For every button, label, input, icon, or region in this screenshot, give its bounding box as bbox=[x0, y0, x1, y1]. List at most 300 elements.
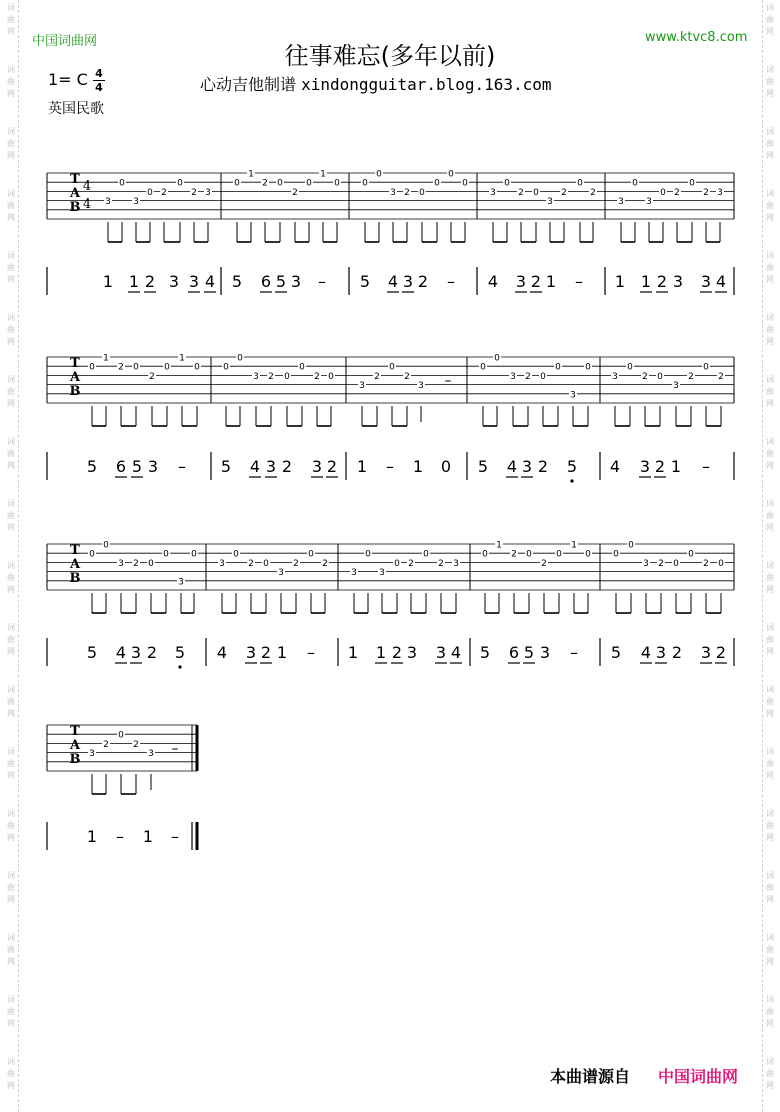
jianpu-note: 1 bbox=[102, 272, 114, 291]
fret-number: 2 bbox=[541, 558, 547, 569]
watermark-char: 词 bbox=[766, 375, 774, 384]
fret-number: 3 bbox=[178, 577, 184, 588]
jianpu-note: 5 bbox=[477, 457, 489, 476]
fret-number: 0 bbox=[526, 549, 532, 560]
watermark-char: 词 bbox=[766, 623, 774, 632]
fret-number: 0 bbox=[89, 362, 95, 373]
watermark-char: 网 bbox=[7, 895, 15, 904]
watermark-char: 曲 bbox=[766, 511, 774, 520]
jianpu-note: 3 bbox=[700, 643, 712, 662]
jianpu-note: 1 bbox=[412, 457, 424, 476]
watermark-char: 曲 bbox=[7, 821, 15, 830]
watermark-char: 词 bbox=[7, 933, 15, 942]
watermark-char: 词 bbox=[766, 1057, 774, 1066]
fret-number: 3 bbox=[105, 197, 111, 208]
tab-clef-letter: T bbox=[70, 543, 80, 558]
jianpu-note: 4 bbox=[506, 457, 518, 476]
watermark-char: 网 bbox=[7, 709, 15, 718]
watermark-char: 曲 bbox=[766, 387, 774, 396]
watermark-char: 网 bbox=[766, 1019, 774, 1028]
fret-number: 3 bbox=[118, 558, 124, 569]
jianpu-note: 5 bbox=[523, 643, 535, 662]
tab-clef-letter: B bbox=[69, 752, 81, 767]
footer-brand-link[interactable]: 中国词曲网 bbox=[658, 1067, 739, 1086]
fret-number: 0 bbox=[328, 371, 334, 382]
jianpu-note: – bbox=[570, 643, 578, 662]
fret-number: 0 bbox=[263, 558, 269, 569]
jianpu-note: – bbox=[447, 272, 455, 291]
fret-number: 0 bbox=[660, 187, 666, 198]
fret-number: 0 bbox=[118, 730, 124, 741]
watermark-char: 曲 bbox=[7, 759, 15, 768]
jianpu-note: 5 bbox=[86, 643, 98, 662]
fret-number: 2 bbox=[103, 739, 109, 750]
jianpu-note: 5 bbox=[359, 272, 371, 291]
credit-url: xindongguitar.blog.163.com bbox=[301, 75, 552, 94]
rest-symbol: – bbox=[171, 741, 179, 757]
watermark-char: 曲 bbox=[7, 697, 15, 706]
watermark-char: 曲 bbox=[7, 1069, 15, 1078]
tab-clef-letter: B bbox=[69, 571, 81, 586]
fret-number: 3 bbox=[148, 749, 154, 760]
tab-clef-letter: A bbox=[69, 738, 81, 753]
tab-clef-letter: A bbox=[69, 370, 81, 385]
jianpu-note: 3 bbox=[265, 457, 277, 476]
fret-number: 0 bbox=[394, 558, 400, 569]
fret-number: 0 bbox=[689, 178, 695, 189]
fret-number: 0 bbox=[164, 362, 170, 373]
jianpu-note: 4 bbox=[640, 643, 652, 662]
time-signature-top: 4 bbox=[95, 67, 103, 80]
key-signature: 1= C bbox=[48, 70, 88, 89]
watermark-char: 网 bbox=[7, 461, 15, 470]
watermark-char: 网 bbox=[766, 461, 774, 470]
fret-number: 0 bbox=[299, 362, 305, 373]
time-signature-bottom: 4 bbox=[95, 81, 103, 94]
fret-number: 3 bbox=[219, 558, 225, 569]
jianpu-note: 6 bbox=[260, 272, 272, 291]
fret-number: 0 bbox=[718, 558, 724, 569]
jianpu-note: 2 bbox=[144, 272, 156, 291]
watermark-char: 曲 bbox=[7, 77, 15, 86]
watermark-char: 网 bbox=[7, 1019, 15, 1028]
credit-prefix: 心动吉他制谱 bbox=[200, 75, 297, 94]
watermark-char: 网 bbox=[766, 709, 774, 718]
jianpu-note: 5 bbox=[479, 643, 491, 662]
fret-number: 2 bbox=[149, 371, 155, 382]
jianpu-note: 5 bbox=[610, 643, 622, 662]
jianpu-note: 3 bbox=[402, 272, 414, 291]
jianpu-note: – bbox=[386, 457, 394, 476]
jianpu-note: 1 bbox=[86, 827, 98, 846]
fret-number: 2 bbox=[703, 187, 709, 198]
fret-number: 2 bbox=[248, 558, 254, 569]
jianpu-note: 1 bbox=[614, 272, 626, 291]
watermark-char: 网 bbox=[766, 647, 774, 656]
fret-number: 0 bbox=[494, 353, 500, 364]
watermark-char: 曲 bbox=[7, 1007, 15, 1016]
tab-clef-letter: T bbox=[70, 172, 80, 187]
watermark-char: 词 bbox=[7, 747, 15, 756]
fret-number: 3 bbox=[418, 381, 424, 392]
fret-number: 0 bbox=[585, 362, 591, 373]
jianpu-note: 5 bbox=[174, 643, 186, 662]
jianpu-note: 1 bbox=[347, 643, 359, 662]
tab-clef-letter: T bbox=[70, 724, 80, 739]
jianpu-note: – bbox=[178, 457, 186, 476]
fret-number: 2 bbox=[511, 549, 517, 560]
watermark-char: 词 bbox=[7, 65, 15, 74]
fret-number: 0 bbox=[284, 371, 290, 382]
watermark-char: 网 bbox=[7, 275, 15, 284]
site-name-left: 中国词曲网 bbox=[32, 34, 98, 49]
watermark-char: 网 bbox=[766, 771, 774, 780]
fret-number: 2 bbox=[518, 187, 524, 198]
watermark-char: 曲 bbox=[766, 945, 774, 954]
watermark-char: 词 bbox=[766, 685, 774, 694]
jianpu-note: 4 bbox=[609, 457, 621, 476]
fret-number: 0 bbox=[376, 169, 382, 180]
fret-number: 2 bbox=[703, 558, 709, 569]
jianpu-note: 3 bbox=[290, 272, 302, 291]
fret-number: 3 bbox=[618, 197, 624, 208]
watermark-char: 词 bbox=[7, 809, 15, 818]
watermark-char: 网 bbox=[766, 833, 774, 842]
jianpu-note: 2 bbox=[326, 457, 338, 476]
watermark-char: 词 bbox=[766, 809, 774, 818]
watermark-char: 词 bbox=[766, 3, 774, 12]
watermark-char: 词 bbox=[766, 313, 774, 322]
fret-number: 0 bbox=[577, 178, 583, 189]
jianpu-note: – bbox=[116, 827, 124, 846]
fret-number: 2 bbox=[292, 187, 298, 198]
fret-number: 0 bbox=[133, 362, 139, 373]
fret-number: 0 bbox=[703, 362, 709, 373]
watermark-char: 网 bbox=[766, 399, 774, 408]
fret-number: 0 bbox=[389, 362, 395, 373]
jianpu-note: – bbox=[575, 272, 583, 291]
jianpu-note: 3 bbox=[311, 457, 323, 476]
jianpu-note: 4 bbox=[387, 272, 399, 291]
fret-number: 3 bbox=[643, 558, 649, 569]
fret-number: 0 bbox=[147, 187, 153, 198]
fret-number: 0 bbox=[89, 549, 95, 560]
jianpu-note: 4 bbox=[249, 457, 261, 476]
watermark-char: 词 bbox=[7, 189, 15, 198]
jianpu-note: 4 bbox=[204, 272, 216, 291]
jianpu-low-octave-dot bbox=[178, 665, 181, 668]
jianpu-note: 2 bbox=[530, 272, 542, 291]
jianpu-note: 2 bbox=[715, 643, 727, 662]
watermark-char: 网 bbox=[7, 337, 15, 346]
jianpu-note: 3 bbox=[515, 272, 527, 291]
fret-number: 3 bbox=[359, 381, 365, 392]
watermark-char: 曲 bbox=[766, 263, 774, 272]
jianpu-low-octave-dot bbox=[570, 479, 573, 482]
watermark-char: 曲 bbox=[766, 325, 774, 334]
fret-number: 0 bbox=[233, 549, 239, 560]
fret-number: 0 bbox=[419, 187, 425, 198]
fret-number: 2 bbox=[133, 558, 139, 569]
fret-number: 0 bbox=[533, 187, 539, 198]
jianpu-note: 2 bbox=[417, 272, 429, 291]
jianpu-note: 2 bbox=[260, 643, 272, 662]
jianpu-note: 3 bbox=[521, 457, 533, 476]
watermark-char: 曲 bbox=[7, 387, 15, 396]
fret-number: 3 bbox=[379, 568, 385, 579]
fret-number: 0 bbox=[673, 558, 679, 569]
fret-number: 2 bbox=[525, 371, 531, 382]
fret-number: 2 bbox=[133, 739, 139, 750]
fret-number: 3 bbox=[205, 187, 211, 198]
site-url-right: www.ktvc8.com bbox=[645, 30, 748, 45]
fret-number: 0 bbox=[688, 549, 694, 560]
fret-number: 0 bbox=[448, 169, 454, 180]
watermark-char: 网 bbox=[7, 213, 15, 222]
fret-number: 2 bbox=[161, 187, 167, 198]
fret-number: 2 bbox=[590, 187, 596, 198]
jianpu-note: 5 bbox=[566, 457, 578, 476]
watermark-char: 词 bbox=[7, 313, 15, 322]
fret-number: 1 bbox=[571, 540, 577, 551]
watermark-char: 曲 bbox=[7, 325, 15, 334]
watermark-char: 网 bbox=[7, 27, 15, 36]
fret-number: 2 bbox=[688, 371, 694, 382]
fret-number: 1 bbox=[496, 540, 502, 551]
watermark-char: 曲 bbox=[7, 883, 15, 892]
jianpu-note: 5 bbox=[220, 457, 232, 476]
jianpu-note: 3 bbox=[435, 643, 447, 662]
fret-number: 0 bbox=[306, 178, 312, 189]
watermark-char: 词 bbox=[7, 127, 15, 136]
watermark-char: 词 bbox=[7, 623, 15, 632]
watermark-char: 网 bbox=[7, 771, 15, 780]
watermark-char: 网 bbox=[7, 89, 15, 98]
fret-number: 2 bbox=[404, 371, 410, 382]
fret-number: 1 bbox=[103, 353, 109, 364]
watermark-char: 网 bbox=[7, 399, 15, 408]
watermark-char: 曲 bbox=[7, 449, 15, 458]
jianpu-note: 5 bbox=[86, 457, 98, 476]
song-origin: 英国民歌 bbox=[48, 101, 104, 117]
fret-number: 2 bbox=[314, 371, 320, 382]
system-2 bbox=[47, 352, 734, 483]
system-3 bbox=[47, 539, 734, 669]
watermark-char: 词 bbox=[7, 1057, 15, 1066]
jianpu-note: 1 bbox=[142, 827, 154, 846]
watermark-char: 词 bbox=[766, 499, 774, 508]
watermark-char: 词 bbox=[7, 437, 15, 446]
fret-number: 3 bbox=[253, 371, 259, 382]
watermark-char: 网 bbox=[7, 833, 15, 842]
watermark-char: 词 bbox=[7, 871, 15, 880]
jianpu-note: – bbox=[307, 643, 315, 662]
fret-number: 3 bbox=[612, 371, 618, 382]
tab-time-signature-digit: 4 bbox=[82, 197, 92, 212]
watermark-char: 曲 bbox=[766, 139, 774, 148]
fret-number: 0 bbox=[237, 353, 243, 364]
fret-number: 0 bbox=[163, 549, 169, 560]
watermark-char: 曲 bbox=[766, 201, 774, 210]
fret-number: 0 bbox=[334, 178, 340, 189]
fret-number: 0 bbox=[627, 362, 633, 373]
fret-number: 2 bbox=[191, 187, 197, 198]
fret-number: 3 bbox=[453, 558, 459, 569]
watermark-char: 词 bbox=[7, 499, 15, 508]
watermark-char: 词 bbox=[766, 871, 774, 880]
watermark-char: 网 bbox=[7, 1081, 15, 1090]
watermark-char: 词 bbox=[766, 561, 774, 570]
fret-number: 1 bbox=[320, 169, 326, 180]
jianpu-note: 1 bbox=[276, 643, 288, 662]
jianpu-note: 3 bbox=[147, 457, 159, 476]
jianpu-note: 2 bbox=[537, 457, 549, 476]
watermark-char: 网 bbox=[766, 337, 774, 346]
fret-number: 2 bbox=[674, 187, 680, 198]
jianpu-note: 3 bbox=[655, 643, 667, 662]
fret-number: 0 bbox=[613, 549, 619, 560]
fret-number: 0 bbox=[632, 178, 638, 189]
fret-number: 0 bbox=[423, 549, 429, 560]
system-1 bbox=[47, 168, 734, 295]
watermark-char: 词 bbox=[7, 3, 15, 12]
jianpu-note: 2 bbox=[391, 643, 403, 662]
watermark-char: 曲 bbox=[766, 15, 774, 24]
watermark-char: 词 bbox=[766, 189, 774, 198]
fret-number: 0 bbox=[540, 371, 546, 382]
watermark-char: 词 bbox=[766, 747, 774, 756]
system-4 bbox=[47, 724, 197, 850]
fret-number: 3 bbox=[89, 749, 95, 760]
watermark-char: 曲 bbox=[7, 263, 15, 272]
watermark-char: 曲 bbox=[7, 15, 15, 24]
watermark-char: 词 bbox=[7, 375, 15, 384]
watermark-char: 词 bbox=[7, 561, 15, 570]
fret-number: 0 bbox=[480, 362, 486, 373]
fret-number: 0 bbox=[462, 178, 468, 189]
jianpu-note: 3 bbox=[639, 457, 651, 476]
watermark-char: 曲 bbox=[7, 511, 15, 520]
jianpu-note: 4 bbox=[115, 643, 127, 662]
jianpu-note: 1 bbox=[356, 457, 368, 476]
fret-number: 2 bbox=[293, 558, 299, 569]
tab-clef-letter: B bbox=[69, 200, 81, 215]
fret-number: 3 bbox=[490, 187, 496, 198]
fret-number: 0 bbox=[365, 549, 371, 560]
fret-number: 2 bbox=[262, 178, 268, 189]
fret-number: 0 bbox=[223, 362, 229, 373]
jianpu-note: 2 bbox=[281, 457, 293, 476]
jianpu-note: 5 bbox=[131, 457, 143, 476]
jianpu-note: 3 bbox=[245, 643, 257, 662]
watermark-char: 网 bbox=[766, 523, 774, 532]
jianpu-note: 1 bbox=[128, 272, 140, 291]
watermark-char: 词 bbox=[766, 995, 774, 1004]
watermark-char: 网 bbox=[7, 957, 15, 966]
fret-number: 2 bbox=[642, 371, 648, 382]
fret-number: 0 bbox=[191, 549, 197, 560]
watermark-char: 网 bbox=[7, 151, 15, 160]
watermark-char: 曲 bbox=[766, 759, 774, 768]
fret-number: 3 bbox=[510, 371, 516, 382]
watermark-char: 曲 bbox=[766, 1069, 774, 1078]
fret-number: 2 bbox=[404, 187, 410, 198]
watermark-char: 网 bbox=[766, 585, 774, 594]
fret-number: 0 bbox=[103, 540, 109, 551]
fret-number: 1 bbox=[179, 353, 185, 364]
jianpu-note: 3 bbox=[700, 272, 712, 291]
jianpu-note: 1 bbox=[545, 272, 557, 291]
fret-number: 2 bbox=[561, 187, 567, 198]
fret-number: 2 bbox=[438, 558, 444, 569]
watermark-char: 曲 bbox=[766, 697, 774, 706]
watermark-char: 曲 bbox=[766, 77, 774, 86]
watermark-char: 词 bbox=[766, 127, 774, 136]
fret-number: 0 bbox=[234, 178, 240, 189]
jianpu-note: 3 bbox=[130, 643, 142, 662]
fret-number: 0 bbox=[308, 549, 314, 560]
watermark-char: 曲 bbox=[766, 573, 774, 582]
jianpu-note: 3 bbox=[168, 272, 180, 291]
fret-number: 3 bbox=[646, 197, 652, 208]
fret-number: 2 bbox=[408, 558, 414, 569]
watermark-char: 曲 bbox=[766, 1007, 774, 1016]
watermark-char: 词 bbox=[7, 995, 15, 1004]
watermark-char: 曲 bbox=[7, 573, 15, 582]
jianpu-note: 6 bbox=[508, 643, 520, 662]
rest-symbol: – bbox=[444, 373, 452, 389]
jianpu-note: 2 bbox=[146, 643, 158, 662]
fret-number: 0 bbox=[555, 362, 561, 373]
jianpu-note: 1 bbox=[670, 457, 682, 476]
fret-number: 0 bbox=[277, 178, 283, 189]
jianpu-note: 2 bbox=[654, 457, 666, 476]
fret-number: 0 bbox=[657, 371, 663, 382]
watermark-char: 网 bbox=[766, 275, 774, 284]
watermark-char: 网 bbox=[7, 585, 15, 594]
fret-number: 0 bbox=[504, 178, 510, 189]
jianpu-note: 2 bbox=[656, 272, 668, 291]
fret-number: 2 bbox=[374, 371, 380, 382]
jianpu-note: 4 bbox=[715, 272, 727, 291]
fret-number: 0 bbox=[556, 549, 562, 560]
watermark-char: 曲 bbox=[766, 883, 774, 892]
watermark-char: 词 bbox=[766, 933, 774, 942]
fret-number: 2 bbox=[118, 362, 124, 373]
jianpu-note: 5 bbox=[275, 272, 287, 291]
jianpu-note: 0 bbox=[440, 457, 452, 476]
jianpu-note: 3 bbox=[672, 272, 684, 291]
fret-number: 0 bbox=[585, 549, 591, 560]
song-title: 往事难忘(多年以前) bbox=[284, 42, 496, 70]
fret-number: 3 bbox=[547, 197, 553, 208]
watermark-char: 曲 bbox=[7, 945, 15, 954]
fret-number: 3 bbox=[133, 197, 139, 208]
fret-number: 0 bbox=[362, 178, 368, 189]
jianpu-note: 4 bbox=[487, 272, 499, 291]
fret-number: 0 bbox=[177, 178, 183, 189]
tab-clef-letter: A bbox=[69, 186, 81, 201]
fret-number: 2 bbox=[268, 371, 274, 382]
tab-clef-letter: B bbox=[69, 384, 81, 399]
watermark-char: 曲 bbox=[766, 449, 774, 458]
jianpu-note: 3 bbox=[188, 272, 200, 291]
jianpu-note: 1 bbox=[640, 272, 652, 291]
tab-clef-letter: T bbox=[70, 356, 80, 371]
watermark-char: 网 bbox=[7, 647, 15, 656]
fret-number: 1 bbox=[248, 169, 254, 180]
fret-number: 3 bbox=[717, 187, 723, 198]
